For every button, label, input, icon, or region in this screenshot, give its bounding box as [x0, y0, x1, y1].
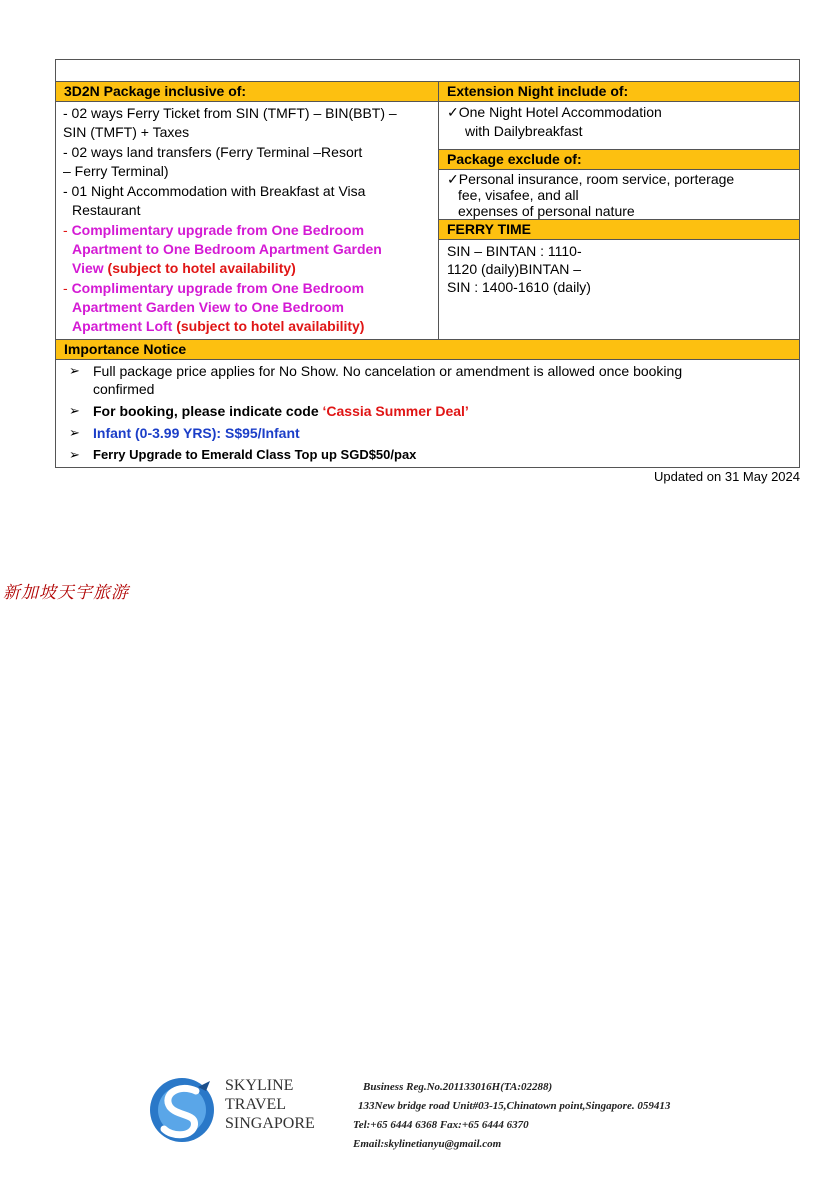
company-info: Business Reg.No.201133016H(TA:02288) 133New bridge road Unit#03-15,Chinatown point,Singapore. 059413 Tel:+65 6444 6368 Fax:+65 6444 6370 Email:skylinetianyu@gmail.com: [353, 1081, 671, 1150]
extension-body: ✓One Night Hotel Accommodation with Dailybreakfast: [439, 102, 799, 150]
package-table: [55, 59, 800, 468]
dragon-logo-icon: [148, 1073, 218, 1145]
notice-item: ➢ Infant (0-3.99 YRS): S$95/Infant: [56, 424, 799, 442]
exclude-body: ✓Personal insurance, room service, porterage fee, visafee, and all expenses of personal nature: [439, 170, 799, 220]
arrow-bullet-icon: ➢: [69, 363, 80, 378]
notice-header: Importance Notice: [56, 340, 799, 360]
notice-item: ➢ Full package price applies for No Show. No cancelation or amendment is allowed once booking confirmed: [56, 362, 799, 398]
arrow-bullet-icon: ➢: [69, 447, 80, 462]
package-inclusive-body: [56, 102, 438, 339]
right-column: [439, 82, 799, 339]
exclude-header: Package exclude of:: [439, 150, 799, 170]
package-inclusive-column: [56, 82, 439, 339]
arrow-bullet-icon: ➢: [69, 425, 80, 440]
check-icon: ✓: [447, 104, 459, 120]
list-item: - 02 ways Ferry Ticket from SIN (TMFT) – BIN(BBT) – SIN (TMFT) + Taxes: [63, 105, 397, 140]
package-inclusive-header: 3D2N Package inclusive of:: [56, 82, 438, 102]
ferry-time-header: FERRY TIME: [439, 220, 799, 240]
list-item: - 01 Night Accommodation with Breakfast at Visa Restaurant: [63, 183, 366, 218]
chinese-brand-text: 新加坡天宇旅游: [3, 583, 129, 603]
notice-item: ➢ For booking, please indicate code ‘Cassia Summer Deal’: [56, 402, 799, 420]
upgrade-item-2: - Complimentary upgrade from One Bedroom Apartment Garden View to One Bedroom Apartment Loft (subject to hotel availability): [63, 280, 365, 334]
updated-date: Updated on 31 May 2024: [654, 469, 800, 484]
footer: [148, 1073, 748, 1153]
brand-name: SKYLINE TRAVEL SINGAPORE: [225, 1077, 315, 1132]
arrow-bullet-icon: ➢: [69, 403, 80, 418]
notice-list: [56, 360, 799, 467]
table-top-row: [56, 60, 799, 82]
list-item: - 02 ways land transfers (Ferry Terminal –Resort – Ferry Terminal): [63, 144, 363, 179]
main-row: [56, 82, 799, 340]
extension-header: Extension Night include of:: [439, 82, 799, 102]
ferry-time-body: SIN – BINTAN : 1110- 1120 (daily)BINTAN – SIN : 1400-1610 (daily): [447, 243, 591, 295]
upgrade-item-1: - Complimentary upgrade from One Bedroom Apartment to One Bedroom Apartment Garden View (subject to hotel availability): [63, 222, 382, 276]
check-icon: ✓: [447, 171, 459, 187]
notice-item: ➢ Ferry Upgrade to Emerald Class Top up SGD$50/pax: [56, 446, 799, 464]
